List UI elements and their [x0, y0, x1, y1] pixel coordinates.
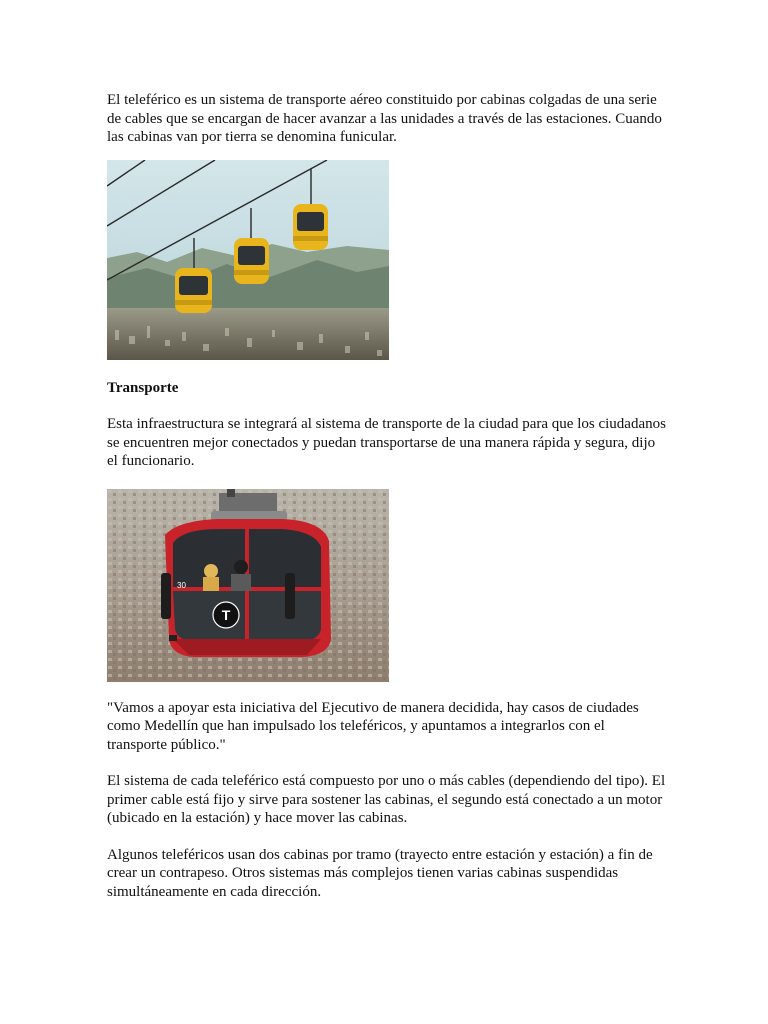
intro-paragraph: El teleférico es un sistema de transporte aéreo constituido por cabinas colgadas de una serie de cables que se encargan de hacer avanzar a las unidades a través de las estaciones. Cuando las cabinas van por tierra se denomina funicular.: [107, 92, 662, 145]
red-cabin: [161, 519, 331, 657]
logo-letter: T: [221, 606, 231, 623]
transport-paragraph: Esta infraestructura se integrará al sistema de transporte de la ciudad para que los ciudadanos se encuentren mejor conectados y puedan transportarse de una manera rápida y segura, dijo el funcionario.: [107, 416, 666, 469]
cable-car-line-photo: [107, 160, 389, 360]
quote-paragraph: "Vamos a apoyar esta iniciativa del Ejecutivo de manera decidida, hay casos de ciudades como Medellín que han impulsado los teleféricos, y apuntamos a integrarlos con el transporte público.": [107, 699, 639, 753]
counterweight-paragraph: Algunos teleféricos usan dos cabinas por tramo (trayecto entre estación y estación) a fin de crear un contrapeso. Otros sistemas más complejos tienen varias cabinas suspendidas simultáneamente en cada dirección.: [107, 846, 653, 900]
system-paragraph: El sistema de cada teleférico está compuesto por uno o más cables (dependiendo del tipo). El primer cable está fijo y sirve para sostener las cabinas, el segundo está conectado a un motor (ubicado en la estación) y hace mover las cabinas.: [107, 773, 666, 826]
cabin-number: 30: [177, 580, 186, 590]
red-cable-car-photo-svg: [107, 489, 389, 682]
cable-car-line-photo-svg: [107, 160, 389, 360]
section-heading: Transporte: [107, 379, 179, 396]
document-body: [107, 91, 667, 901]
red-cable-car-photo: [107, 489, 389, 682]
